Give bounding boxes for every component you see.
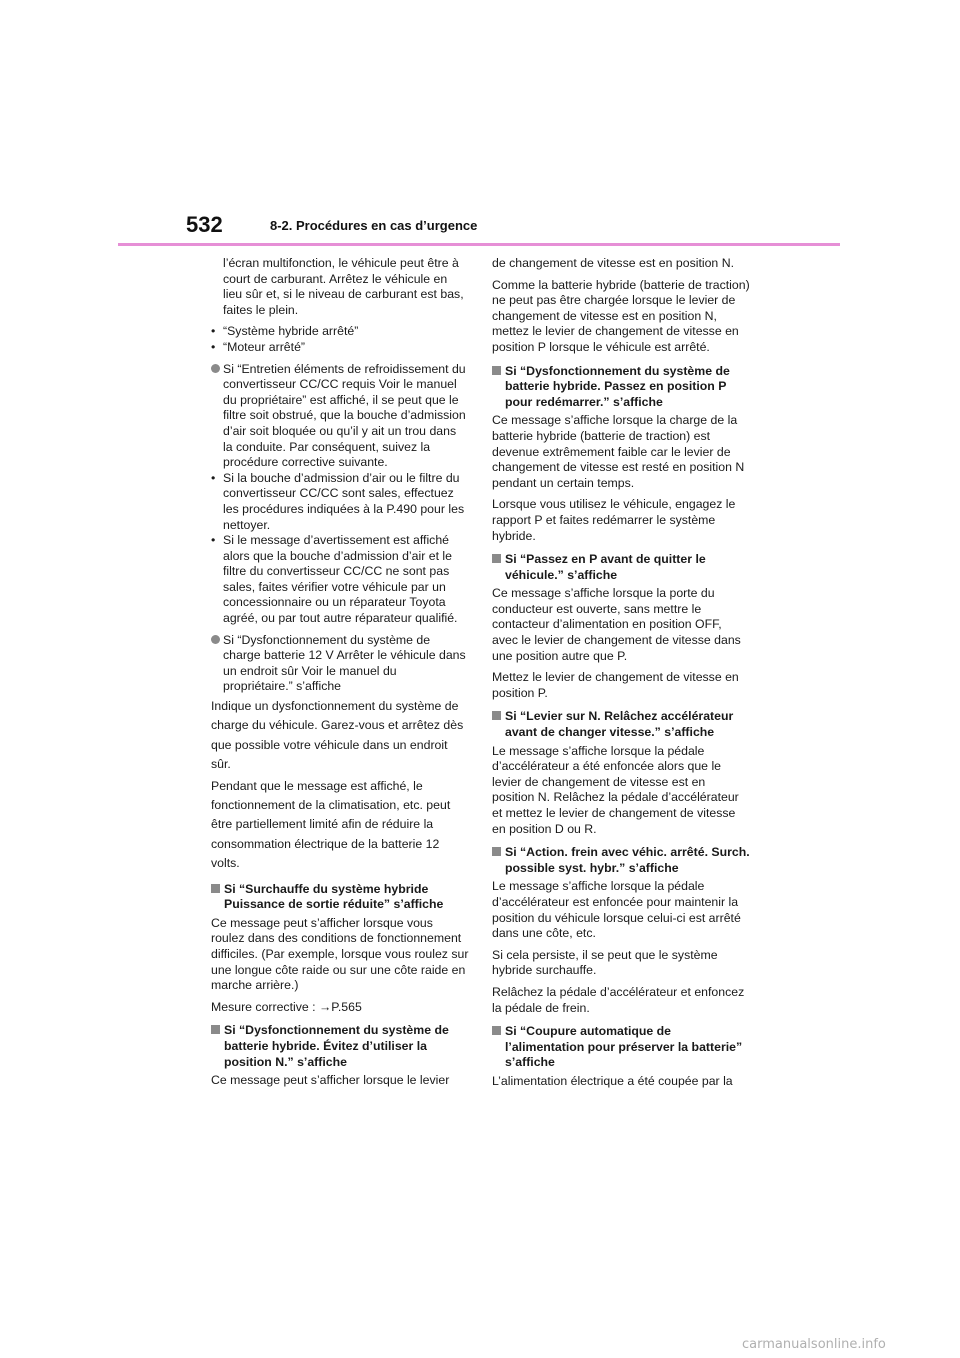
sub-bullet-text: “Moteur arrêté” — [223, 339, 306, 354]
sub-bullet — [211, 340, 469, 356]
section-heading-text: Si “Levier sur N. Relâchez accélérateur avant de changer vitesse.” s’affiche — [505, 709, 734, 740]
paragraph: Lorsque vous utilisez le véhicule, engagez le rapport P et faites redémarrer le système hybride. — [492, 497, 736, 543]
watermark-link[interactable]: carmanualsonline.info — [742, 1337, 886, 1352]
section-heading — [492, 709, 750, 740]
square-bullet-icon — [492, 366, 501, 375]
left-column — [211, 256, 469, 1095]
square-bullet-icon — [492, 711, 501, 720]
sub-bullet-text: Si le message d’avertissement est affiché alors que la bouche d’admission d’air et le filtre du convertisseur CC/CC ne sont pas sales, faites vérifier votre véhicule par un concessionnaire ou un réparateur Toyota agréé, ou par tout autre réparateur qualifié. — [223, 533, 458, 626]
paragraph: Relâchez la pédale d’accélérateur et enfoncez la pédale de frein. — [492, 984, 745, 1015]
bullet-marker: • — [211, 324, 216, 339]
paragraph: Comme la batterie hybride (batterie de traction) ne peut pas être chargée lorsque le levier de changement de vitesse est en position N, mettez le levier de changement de vitesse en position P lorsque le véhicule est arrêté. — [492, 277, 750, 354]
section-heading — [492, 552, 750, 583]
circle-bullet-text: Si “Dysfonctionnement du système de charge batterie 12 V Arrêter le véhicule dans un endroit sûr Voir le manuel du propriétaire.” s’affiche — [223, 632, 466, 694]
sub-bullet — [211, 324, 469, 340]
square-bullet-icon — [211, 1025, 220, 1034]
section-title: 8-2. Procédures en cas d’urgence — [270, 218, 478, 233]
paragraph: de changement de vitesse est en position N. — [492, 256, 734, 270]
square-bullet-icon — [492, 847, 501, 856]
section-heading — [492, 1024, 750, 1071]
bullet-marker: • — [211, 339, 216, 354]
paragraph: l’écran multifonction, le véhicule peut être à court de carburant. Arrêtez le véhicule en lieu sûr et, si le niveau de carburant est bas, faites le plein. — [223, 256, 464, 317]
section-heading-text: Si “Coupure automatique de l’alimentation pour préserver la batterie” s’affiche — [505, 1024, 743, 1070]
circle-bullet-item — [211, 633, 469, 695]
sub-bullet-text: “Système hybride arrêté” — [223, 324, 359, 339]
sub-bullet-text: Si la bouche d’admission d’air ou le filtre du convertisseur CC/CC sont sales, effectuez les procédures indiquées à la P.490 pour les nettoyer. — [223, 470, 465, 532]
circle-bullet-icon — [211, 364, 220, 373]
section-heading — [211, 1023, 469, 1070]
paragraph: Mettez le levier de changement de vitesse en position P. — [492, 670, 739, 700]
paragraph: Indique un dysfonctionnement du système de charge du véhicule. Garez-vous et arrêtez dès que possible votre véhicule dans un endroit sûr. — [211, 699, 464, 772]
square-bullet-icon — [492, 554, 501, 563]
paragraph: L’alimentation électrique a été coupée par la — [492, 1073, 733, 1088]
section-heading-text: Si “Surchauffe du système hybride Puissance de sortie réduite” s’affiche — [224, 881, 444, 912]
paragraph: Le message s’affiche lorsque la pédale d’accélérateur a été enfoncée alors que le levier de changement de vitesse est en position N. Relâchez la pédale d’accélérateur et mettez le levier de changement de vitesse en position D ou R. — [492, 743, 739, 836]
bullet-marker: • — [211, 533, 216, 548]
square-bullet-icon — [211, 884, 220, 893]
circle-bullet-icon — [211, 635, 220, 644]
section-heading-text: Si “Action. frein avec véhic. arrêté. Surch. possible syst. hybr.” s’affiche — [505, 845, 750, 875]
paragraph: Pendant que le message est affiché, le fonctionnement de la climatisation, etc. peut être partiellement limité afin de réduire la consommation électrique de la batterie 12 volts. — [211, 778, 451, 871]
header-divider — [118, 243, 840, 246]
section-heading — [492, 845, 750, 876]
bullet-marker: • — [211, 470, 216, 485]
circle-bullet-item — [211, 362, 469, 471]
section-heading-text: Si “Dysfonctionnement du système de batterie hybride. Évitez d’utiliser la position N.” s’affiche — [224, 1023, 449, 1069]
paragraph: Ce message peut s’afficher lorsque le levier — [211, 1073, 450, 1088]
right-column — [492, 256, 750, 1096]
section-heading — [492, 364, 750, 411]
section-heading — [211, 882, 469, 913]
section-heading-text: Si “Passez en P avant de quitter le véhicule.” s’affiche — [505, 552, 706, 582]
sub-bullet — [211, 471, 469, 533]
circle-bullet-text: Si “Entretien éléments de refroidissement du convertisseur CC/CC requis Voir le manuel du propriétaire” est affiché, il se peut que le filtre soit obstrué, que la bouche d’admission d’air soit bloquée ou qu’il y ait un trou dans la conduite. Par conséquent, suivez la procédure corrective suivante. — [223, 361, 466, 470]
square-bullet-icon — [492, 1026, 501, 1035]
section-heading-text: Si “Dysfonctionnement du système de batterie hybride. Passez en position P pour redémarrer.” s’affiche — [505, 363, 730, 409]
paragraph: Ce message s’affiche lorsque la porte du conducteur est ouverte, sans mettre le contacteur d’alimentation en position OFF, avec le levier de changement de vitesse dans une position autre que P. — [492, 586, 741, 663]
page-number: 532 — [186, 212, 223, 237]
paragraph: Le message s’affiche lorsque la pédale d’accélérateur est enfoncée pour maintenir la position du véhicule lorsque celui-ci est arrêté dans une côte, etc. — [492, 879, 741, 941]
paragraph: Ce message peut s’afficher lorsque vous roulez dans des conditions de fonctionnement difficiles. (Par exemple, lorsque vous roulez sur une longue côte raide ou sur une côte raide en marche arrière.) — [211, 915, 469, 993]
paragraph: Mesure corrective : →P.565 — [211, 999, 362, 1014]
sub-bullet — [211, 533, 469, 627]
paragraph: Si cela persiste, il se peut que le système hybride surchauffe. — [492, 947, 718, 978]
paragraph: Ce message s’affiche lorsque la charge de la batterie hybride (batterie de traction) est devenue extrêmement faible car le levier de changement de vitesse est resté en position N pendant un certain temps. — [492, 413, 745, 490]
